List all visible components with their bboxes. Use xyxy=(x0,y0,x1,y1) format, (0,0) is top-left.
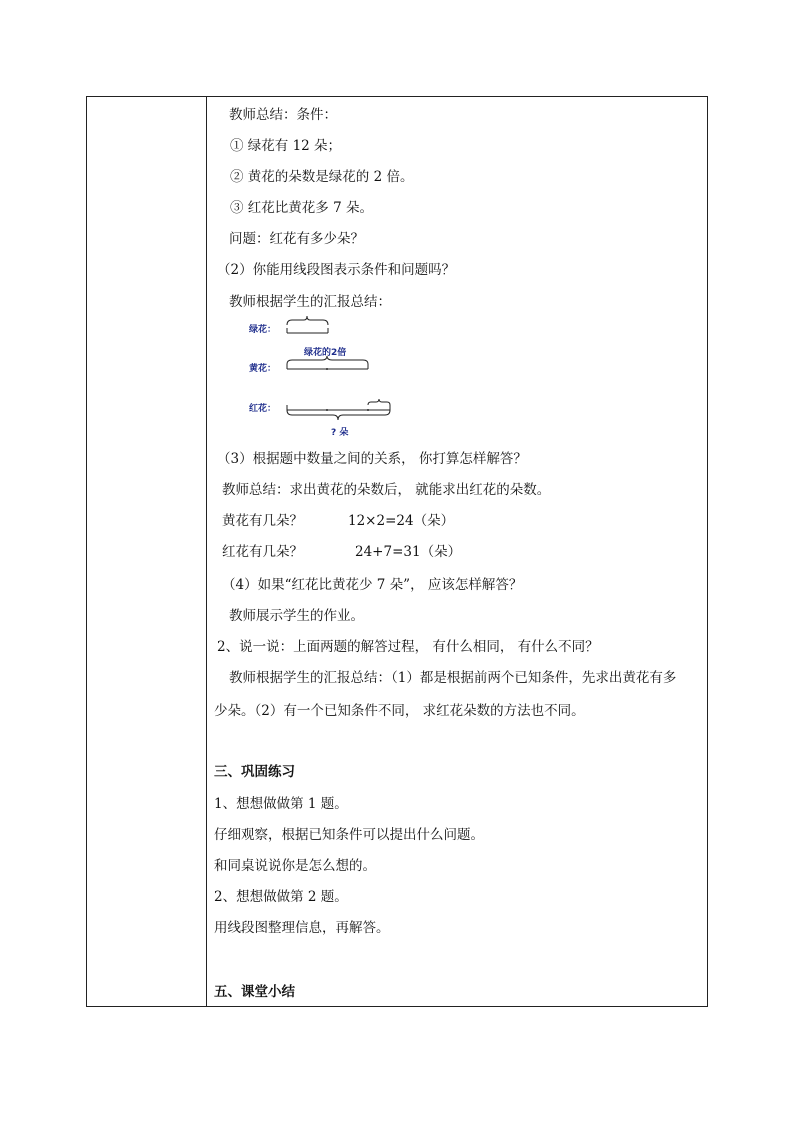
teacher-shows-homework: 教师展示学生的作业。 xyxy=(229,608,364,624)
condition-2: ② 黄花的朵数是绿花的 2 倍。 xyxy=(230,169,414,185)
question-4: （4）如果“红花比黄花少 7 朵”， 应该怎样解答？ xyxy=(222,577,523,593)
red-flower-label: 红花： xyxy=(249,404,277,414)
yellow-flower-label: 黄花： xyxy=(249,364,277,374)
green-segment xyxy=(287,328,328,333)
discussion-item-2: 2、说一说：上面两题的解答过程， 有什么相同， 有什么不同？ xyxy=(217,639,599,655)
yellow-mid-dot xyxy=(326,368,328,370)
yellow-equation: 12×2=24（朵） xyxy=(348,513,455,529)
red-mid-dot xyxy=(326,409,328,411)
red-split-dot xyxy=(367,409,369,411)
condition-1: ① 绿花有 12 朵； xyxy=(230,138,342,154)
practice-item-2: 2、想想做做第 2 题。 xyxy=(214,889,348,905)
summary-line-1: 教师根据学生的汇报总结：（1）都是根据前两个已知条件，先求出黄花有多 xyxy=(229,670,677,686)
red-segment xyxy=(287,405,390,410)
red-question: 红花有几朵？ xyxy=(222,544,303,560)
teacher-summary-report: 教师根据学生的汇报总结： xyxy=(229,294,391,310)
question-line: 问题：红花有多少朵？ xyxy=(229,231,364,247)
section-heading-practice: 三、巩固练习 xyxy=(214,764,295,780)
condition-3: ③ 红花比黄花多 7 朵。 xyxy=(230,200,373,216)
teacher-summary-conditions: 教师总结：条件： xyxy=(229,107,337,123)
summary-line-2: 少朵。（2）有一个已知条件不同， 求红花朵数的方法也不同。 xyxy=(214,703,585,719)
red-brace-label: ? 朵 xyxy=(331,428,349,438)
yellow-brace xyxy=(287,356,368,364)
practice-item-1: 1、想想做做第 1 题。 xyxy=(214,796,348,812)
section-heading-summary: 五、课堂小结 xyxy=(214,984,295,1000)
yellow-question: 黄花有几朵？ xyxy=(222,513,303,529)
practice-observe: 仔细观察，根据已知条件可以提出什么问题。 xyxy=(214,827,484,843)
green-brace xyxy=(287,316,328,325)
teacher-summary-solution: 教师总结：求出黄花的朵数后， 就能求出红花的朵数。 xyxy=(222,482,551,498)
red-extra-brace xyxy=(368,399,390,405)
practice-diagram: 用线段图整理信息，再解答。 xyxy=(214,920,390,936)
question-3: （3）根据题中数量之间的关系， 你打算怎样解答？ xyxy=(217,451,527,467)
red-equation: 24+7=31（朵） xyxy=(355,544,462,560)
green-flower-label: 绿花： xyxy=(249,325,277,335)
question-2: （2）你能用线段图表示条件和问题吗？ xyxy=(217,262,456,278)
red-total-brace xyxy=(287,410,390,420)
yellow-brace-label: 绿花的2倍 xyxy=(304,348,347,358)
practice-discuss: 和同桌说说你是怎么想的。 xyxy=(214,858,376,874)
